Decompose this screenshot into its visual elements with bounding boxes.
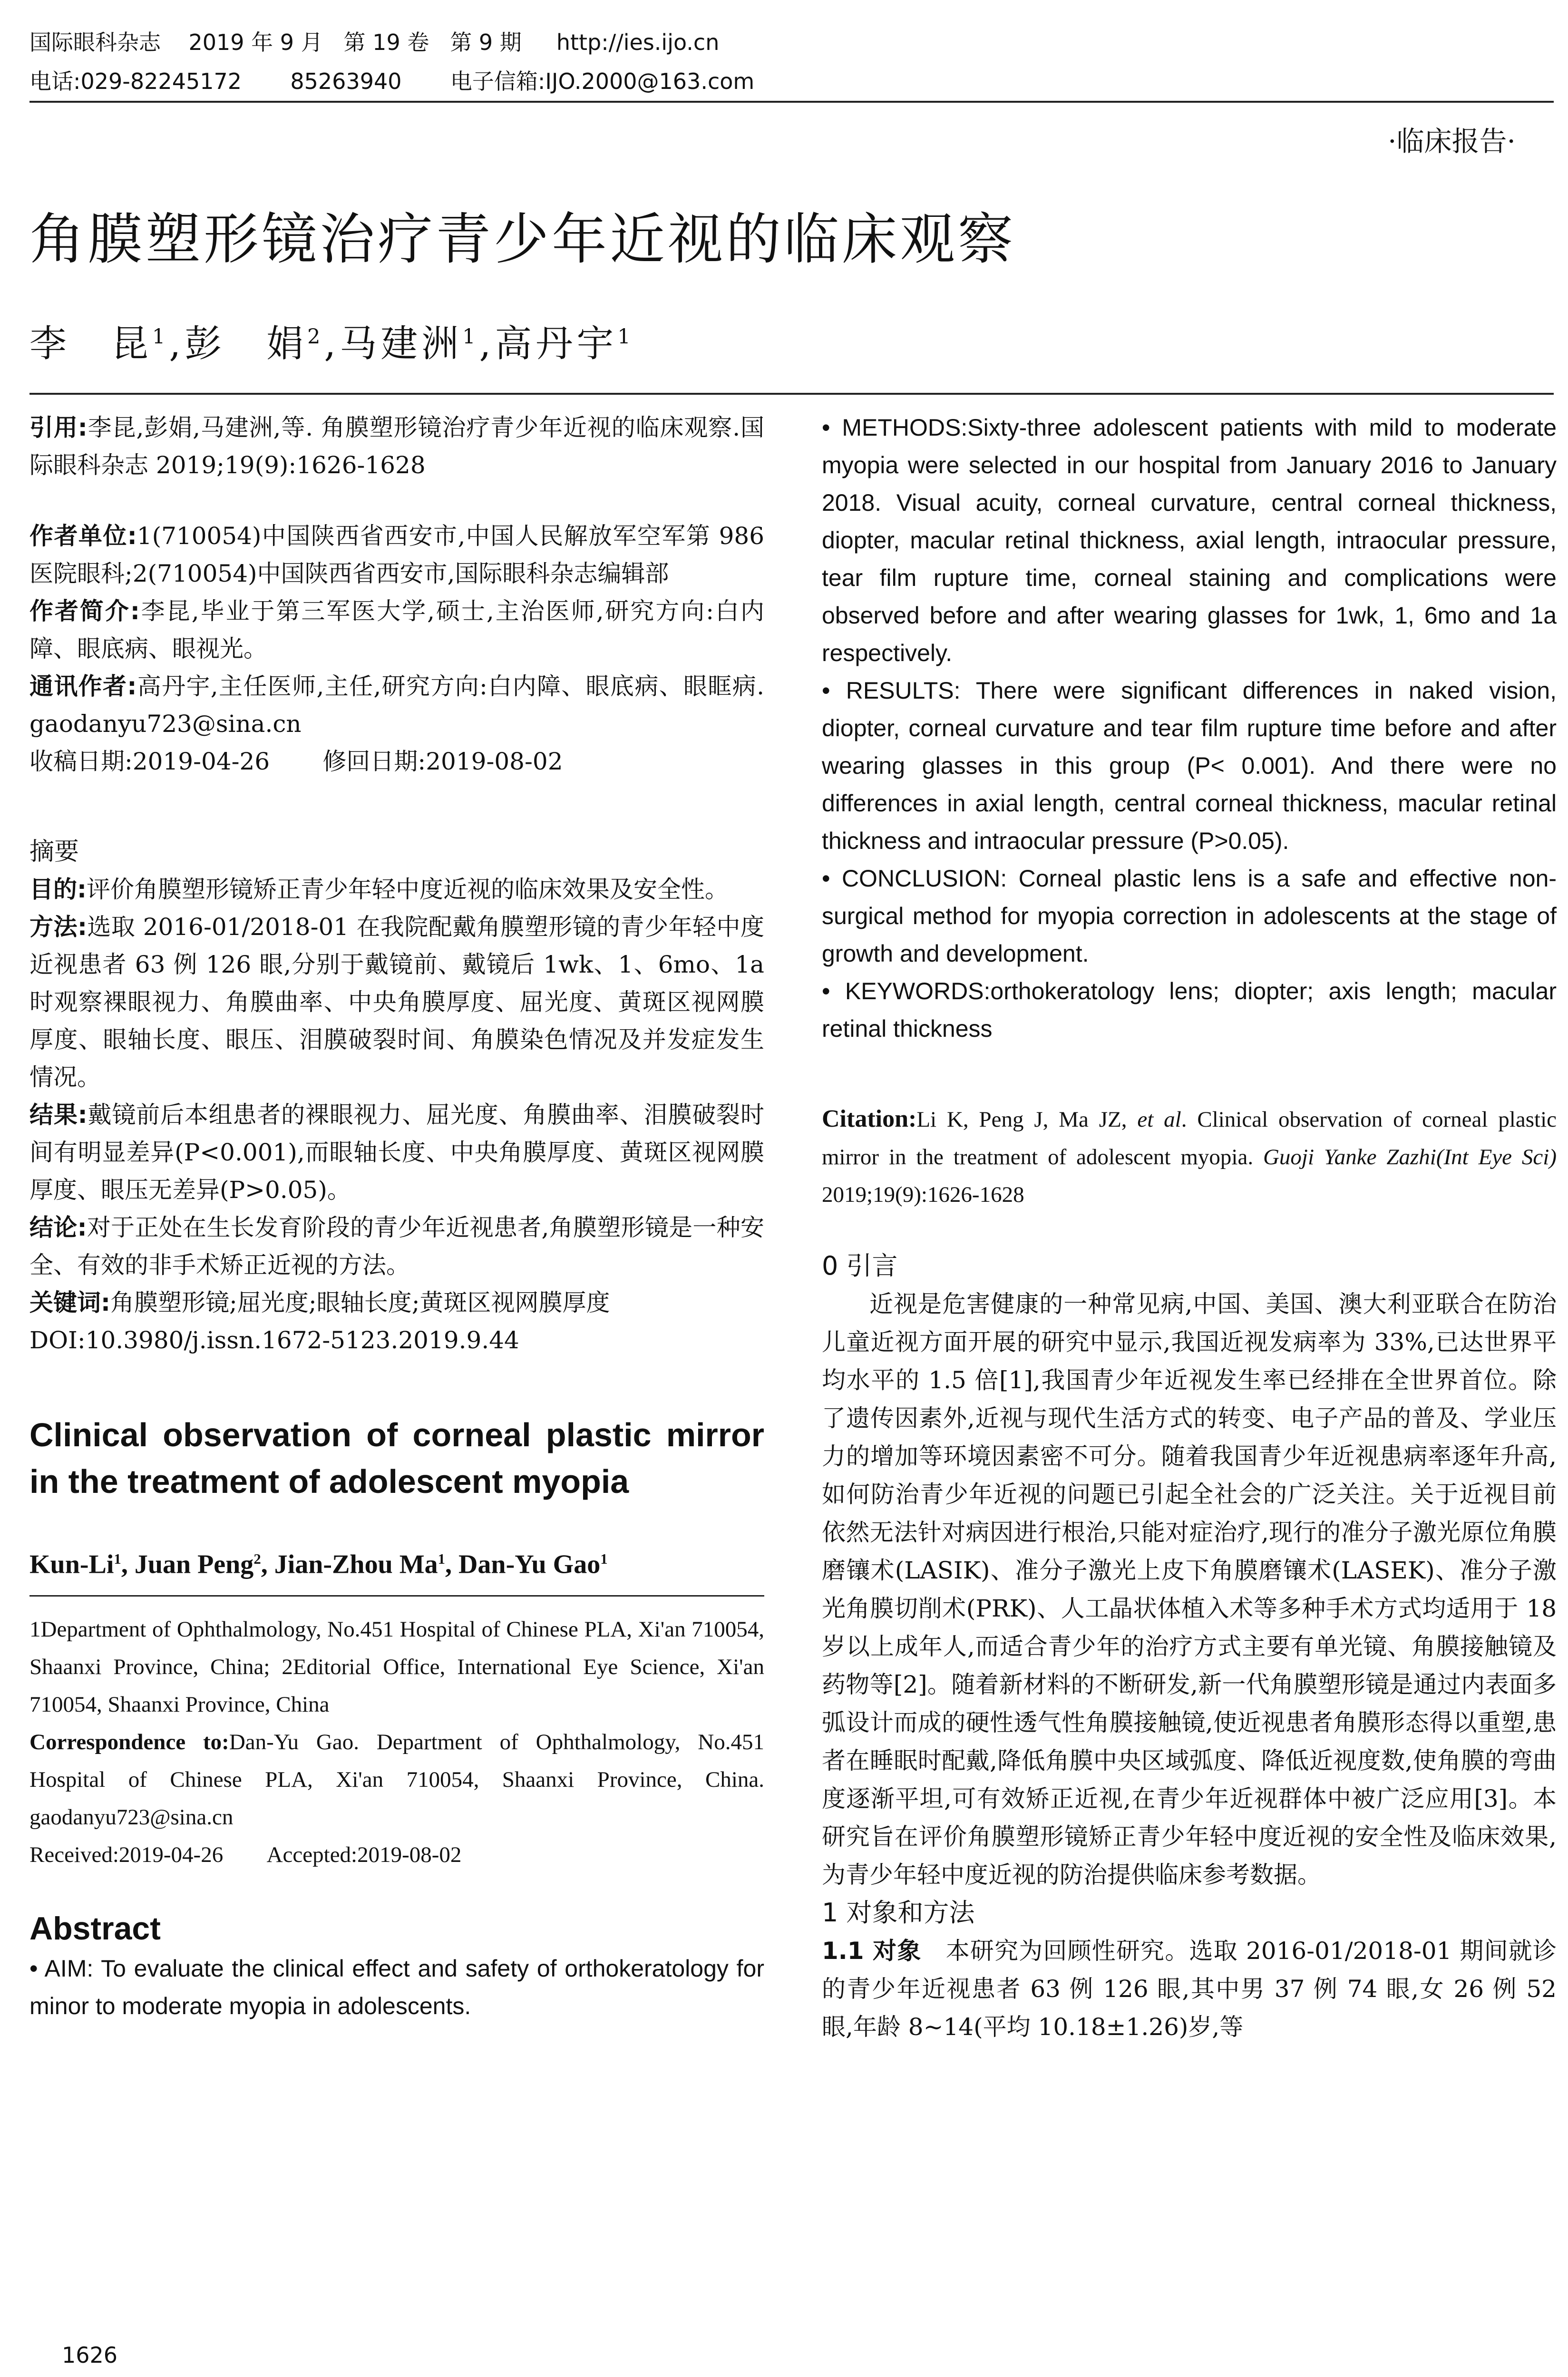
abstract-aim: 目的:评价角膜塑形镜矫正青少年轻中度近视的临床效果及安全性。 xyxy=(29,876,729,903)
received-dates-en: Received:2019-04-26 Accepted:2019-08-02 xyxy=(29,1842,462,1867)
keywords-cn: 关键词:角膜塑形镜;屈光度;眼轴长度;黄斑区视网膜厚度 xyxy=(29,1289,610,1316)
correspondence-en: Correspondence to:Dan-Yu Gao. Department of Ophthalmology, No.451 Hospital of Chinese PLA, Xi'an 710054, Shaanxi Province, China. gaodanyu723@sina.cn xyxy=(29,1729,764,1830)
affiliation-en: 1Department of Ophthalmology, No.451 Hospital of Chinese PLA, Xi'an 710054, Shaanxi Province, China; 2Editorial Office, International Eye Science, Xi'an 710054, Shaanxi Province, China xyxy=(29,1617,764,1717)
left-column xyxy=(29,409,764,2025)
abstract-results-en: • RESULTS: There were significant differences in naked vision, diopter, corneal curvature and tear film rupture time before and after wearing glasses in this group (P< 0.001). And there were no differences in axial length, central corneal thickness, macular retinal thickness and intraocular pressure (P>0.05). xyxy=(822,677,1557,854)
author-name: 马建洲 xyxy=(340,322,463,365)
subjects-paragraph: 1.1 对象 本研究为回顾性研究。选取 2016-01/2018-01 期间就诊的青少年近视患者 63 例 126 眼,其中男 37 例 74 眼,女 26 例 52 眼,年龄 8~14(平均 10.18±1.26)岁,等 xyxy=(822,1937,1557,2041)
author-list-en: Kun-Li$^1$, Juan Peng$^2$, Jian-Zhou Ma$^1$, Dan-Yu Gao$^1$ xyxy=(29,1549,608,1579)
page-number: 1626 xyxy=(62,2342,118,2368)
article-dates: 收稿日期:2019-04-26 修回日期:2019-08-02 xyxy=(29,748,563,775)
right-column xyxy=(822,409,1557,2046)
author-bio: 作者简介:李昆,毕业于第三军医大学,硕士,主治医师,研究方向:白内障、眼底病、眼视光。 xyxy=(29,597,765,662)
author-affil-mark: 1 xyxy=(462,325,479,349)
author-name: 彭 娟 xyxy=(185,322,308,365)
english-title: Clinical observation of corneal plastic mirror in the treatment of adolescent myopia xyxy=(29,1416,764,1500)
author-name-en: Jian-Zhou Ma xyxy=(274,1549,438,1579)
author-list-cn: 李 昆$^1$,彭 娟$^2$,马建洲$^1$,高丹宇$^1$ xyxy=(29,322,634,365)
corresponding-author: 通讯作者:高丹宇,主任医师,主任,研究方向:白内障、眼底病、眼眶病. gaodanyu723@sina.cn xyxy=(29,672,764,738)
section-heading-methods: 1 对象和方法 xyxy=(822,1898,975,1928)
author-name: 李 昆 xyxy=(29,322,153,365)
abstract-result: 结果:戴镜前后本组患者的裸眼视力、屈光度、角膜曲率、泪膜破裂时间有明显差异(P<0.001),而眼轴长度、中央角膜厚度、黄斑区视网膜厚度、眼压无差异(P>0.05)。 xyxy=(29,1101,765,1204)
header-line-1: 国际眼科杂志 2019 年 9 月 第 19 卷 第 9 期 http://ies.ijo.cn xyxy=(29,29,720,55)
intro-paragraph: 近视是危害健康的一种常见病,中国、美国、澳大利亚联合在防治儿童近视方面开展的研究中显示,我国近视发病率为 33%,已达世界平均水平的 1.5 倍[1],我国青少年近视发生率已经排在全世界首位。除了遗传因素外,近视与现代生活方式的转变、电子产品的普及、学业压力的增加等环境因素密不可分。随着我国青少年近视患病率逐年升高,如何防治青少年近视的问题已引起全社会的广泛关注。关于近视目前依然无法针对病因进行根治,只能对症治疗,现行的准分子激光原位角膜磨镶术(LASIK)、准分子激光上皮下角膜磨镶术(LASEK)、准分子激光角膜切削术(PRK)、人工晶状体植入术等多种手术方式均适用于 18 岁以上成年人,而适合青少年的治疗方式主要有单光镜、角膜接触镜及药物等[2]。随着新材料的不断研发,新一代角膜塑形镜是通过内表面多弧设计而成的硬性透气性角膜接触镜,使近视患者角膜形态得以重塑,患者在睡眠时配戴,降低角膜中央区域弧度、降低近视度数,使角膜的弯曲度逐渐平坦,可有效矫正近视,在青少年近视群体中被广泛应用[3]。本研究旨在评价角膜塑形镜矫正青少年轻中度近视的安全性及临床效果,为青少年轻中度近视的防治提供临床参考数据。 xyxy=(822,1290,1557,1889)
abstract-conclusion: 结论:对于正处在生长发育阶段的青少年近视患者,角膜塑形镜是一种安全、有效的非手术矫正近视的方法。 xyxy=(29,1214,764,1279)
section-heading-intro: 0 引言 xyxy=(822,1251,898,1281)
affiliation-divider xyxy=(29,1595,764,1597)
author-affil-mark: 1 xyxy=(617,325,634,349)
abstract-heading-en: Abstract xyxy=(29,1910,161,1947)
citation-cn: 引用:李昆,彭娟,马建洲,等. 角膜塑形镜治疗青少年近视的临床观察.国际眼科杂志 2019;19(9):1626-1628 xyxy=(29,414,764,479)
title-divider xyxy=(29,393,1554,395)
author-affil-mark: 2 xyxy=(307,325,324,349)
author-affil-mark: 1 xyxy=(114,1551,121,1567)
header-line-2: 电话:029-82245172 85263940 电子信箱:IJO.2000@163.com xyxy=(29,68,755,94)
author-affil-mark: 2 xyxy=(253,1551,261,1567)
abstract-heading-cn: 摘要 xyxy=(29,838,79,866)
abstract-aim-en: • AIM: To evaluate the clinical effect and safety of orthokeratology for minor to moderate myopia in adolescents. xyxy=(29,1955,764,2019)
author-name: 高丹宇 xyxy=(495,322,618,365)
abstract-method: 方法:选取 2016-01/2018-01 在我院配戴角膜塑形镜的青少年轻中度近视患者 63 例 126 眼,分别于戴镜前、戴镜后 1wk、1、6mo、1a 时观察裸眼视力、角膜曲率、中央角膜厚度、屈光度、黄斑区视网膜厚度、眼轴长度、眼压、泪膜破裂时间、角膜染色情况及并发症发生情况。 xyxy=(29,913,764,1091)
abstract-methods-en: • METHODS:Sixty-three adolescent patients with mild to moderate myopia were selected in our hospital from January 2016 to January 2018. Visual acuity, corneal curvature, central corneal thickness, diopter, macular retinal thickness, axial length, intraocular pressure, tear film rupture time, corneal staining and complications were observed before and after wearing glasses for 1wk, 1, 6mo and 1a respectively. xyxy=(822,414,1557,666)
author-affil-mark: 1 xyxy=(600,1551,608,1567)
author-name-en: Dan-Yu Gao xyxy=(458,1549,601,1579)
author-unit: 作者单位:1(710054)中国陕西省西安市,中国人民解放军空军第 986 医院眼科;2(710054)中国陕西省西安市,国际眼科杂志编辑部 xyxy=(29,522,765,587)
author-name-en: Juan Peng xyxy=(134,1549,254,1579)
keywords-en: • KEYWORDS:orthokeratology lens; diopter; axis length; macular retinal thickness xyxy=(822,978,1557,1042)
article-title: 角膜塑形镜治疗青少年近视的临床观察 xyxy=(29,207,1016,272)
abstract-conclusion-en: • CONCLUSION: Corneal plastic lens is a safe and effective non-surgical method for myopia correction in adolescents at the stage of growth and development. xyxy=(822,865,1557,967)
journal-header xyxy=(29,23,1551,101)
citation-en: Citation:Li K, Peng J, Ma JZ, et al. Clinical observation of corneal plastic mirror in the treatment of adolescent myopia. Guoji Yanke Zazhi(Int Eye Sci) 2019;19(9):1626-1628 xyxy=(822,1105,1557,1207)
header-divider xyxy=(29,101,1554,103)
doi: DOI:10.3980/j.issn.1672-5123.2019.9.44 xyxy=(29,1326,519,1354)
author-affil-mark: 1 xyxy=(438,1551,445,1567)
author-name-en: Kun-Li xyxy=(29,1549,114,1579)
author-affil-mark: 1 xyxy=(152,325,169,349)
section-tag: ·临床报告· xyxy=(1388,125,1516,157)
